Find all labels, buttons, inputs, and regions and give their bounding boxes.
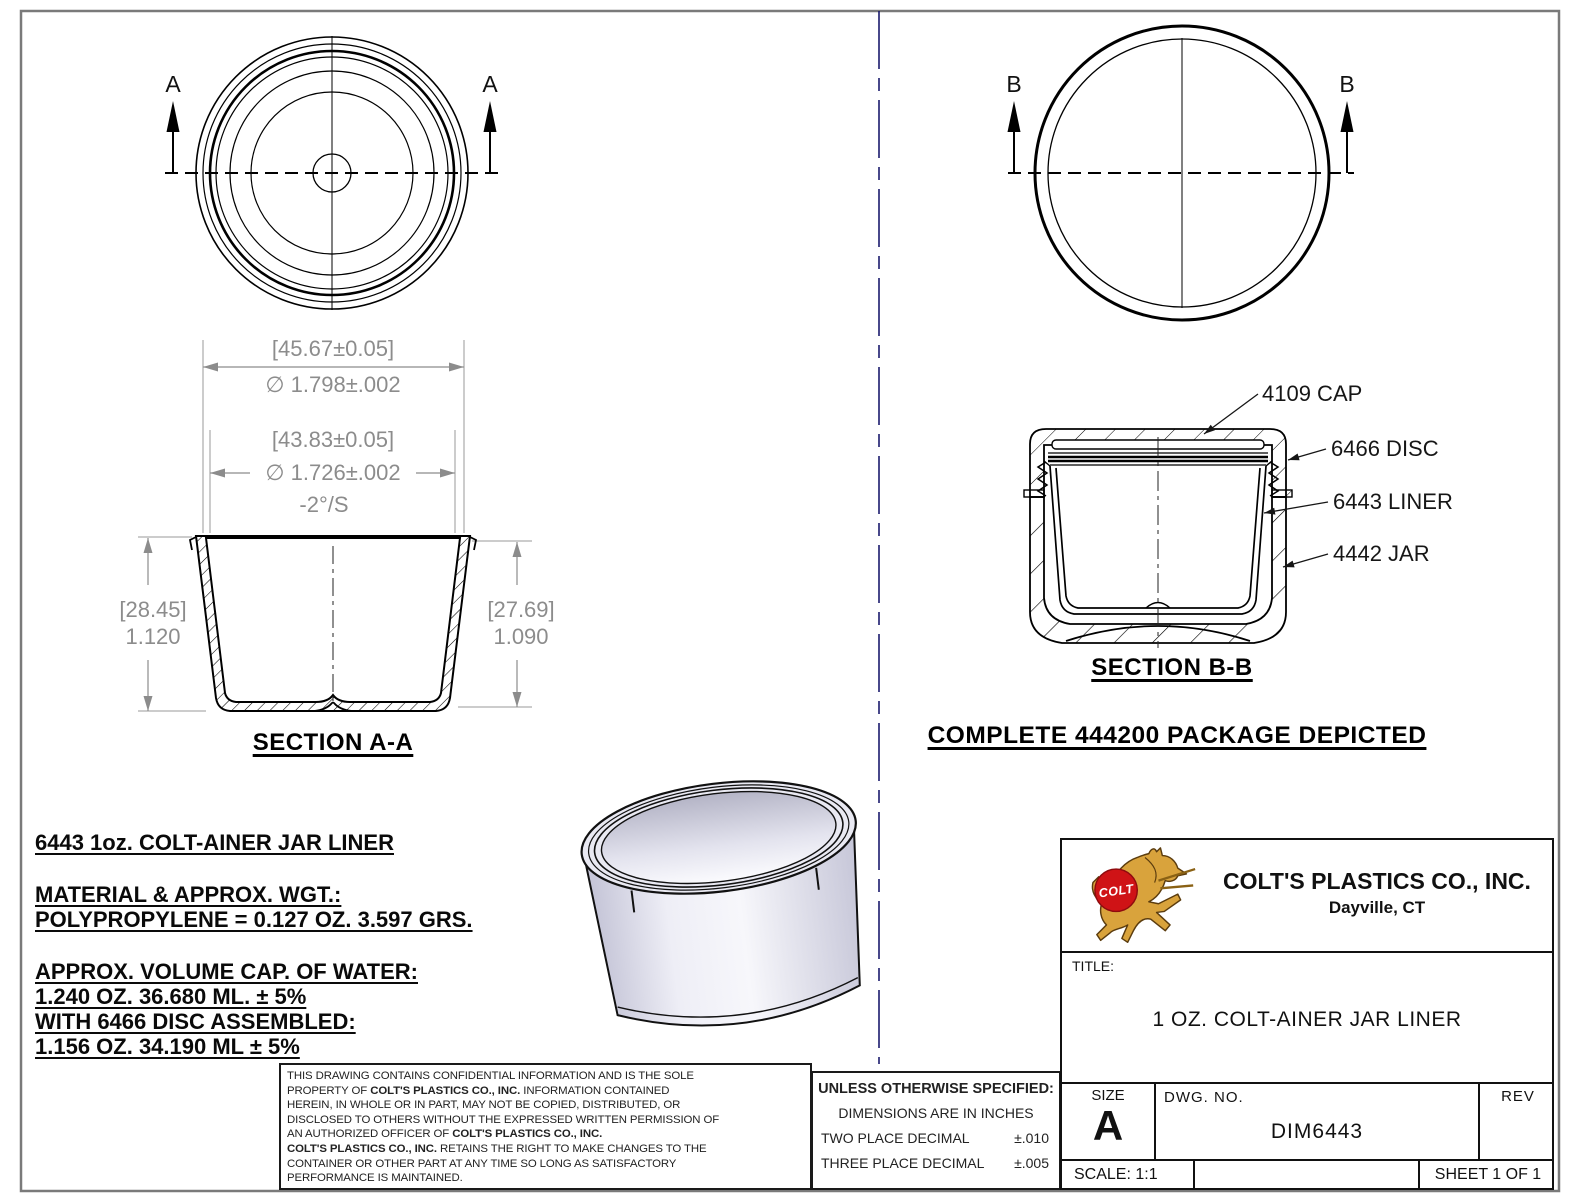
dim-height-left-mm: [28.45] [119,597,187,622]
tolerance-row: THREE PLACE DECIMAL ±.005 [821,1155,1049,1171]
section-label-a-right: A [482,71,498,97]
notes-block [35,830,473,1059]
with-disc-label: WITH 6466 DISC ASSEMBLED: [35,1009,356,1034]
dwg-number: DIM6443 [1270,1120,1364,1143]
size-value: A [1092,1102,1124,1149]
tolerance-units: DIMENSIONS ARE IN INCHES [838,1105,1034,1121]
tolerance-row: TWO PLACE DECIMAL ±.010 [821,1130,1049,1146]
section-a-caption: SECTION A-A [252,729,414,756]
company-name: COLT'S PLASTICS CO., INC. [1223,868,1531,894]
tolerance-block [811,1071,1061,1190]
callout-cap: 4109 CAP [1262,381,1363,406]
liner-3d-view [575,767,878,1040]
notes-heading: 6443 1oz. COLT-AINER JAR LINER [35,830,394,855]
company-location: Dayville, CT [1328,898,1426,917]
material-label: MATERIAL & APPROX. WGT.: [35,882,342,907]
dim-inner-mm: [43.83±0.05] [271,427,395,452]
dim-outer-in: ∅ 1.798±.002 [265,372,401,397]
callout-disc: 6466 DISC [1331,436,1439,461]
size-dwg-rev-row [1062,1084,1552,1161]
title-block [1060,838,1554,1190]
dim-height-left-in: 1.120 [125,624,181,649]
material-value: POLYPROPYLENE = 0.127 OZ. 3.597 GRS. [35,907,473,932]
section-a-cup [190,536,476,711]
section-a-dimensions [119,336,554,711]
colt-horse-logo [1084,844,1206,950]
rev-label: REV [1501,1088,1535,1105]
rev-cell [1480,1084,1556,1159]
section-b-package [1024,394,1328,648]
liner-flange-left [190,537,196,550]
dim-height-right-mm: [27.69] [487,597,555,622]
top-view-liner [165,36,499,310]
sheet-number: SHEET 1 OF 1 [1434,1166,1542,1183]
dim-inner-in: ∅ 1.726±.002 [265,460,401,485]
section-b-caption: SECTION B-B [1091,654,1253,681]
dim-height-right-in: 1.090 [493,624,549,649]
section-arrow-a-right [484,101,497,132]
liner-flange-right [470,537,476,550]
dim-outer-mm: [45.67±0.05] [271,336,395,361]
size-cell [1062,1084,1156,1159]
section-label-b-right: B [1339,71,1355,97]
title-row [1062,953,1552,1084]
title-label: TITLE: [1072,958,1115,974]
tolerance-heading: UNLESS OTHERWISE SPECIFIED: [818,1081,1054,1097]
scale-sheet-row [1062,1161,1552,1190]
section-arrow-b-right [1341,101,1354,132]
drawing-title: 1 OZ. COLT-AINER JAR LINER [1152,1008,1462,1031]
dwg-cell [1156,1084,1480,1159]
empty-cell [1195,1161,1420,1190]
callout-jar: 4442 JAR [1333,541,1430,566]
section-arrow-a-left [167,101,180,132]
package-caption: COMPLETE 444200 PACKAGE DEPICTED [927,722,1427,749]
callout-leaders [1204,394,1328,567]
size-label: SIZE [1091,1087,1125,1104]
logo-text: COLT [1097,881,1135,901]
scale-value: SCALE: 1:1 [1062,1161,1195,1190]
top-view-package [1008,26,1355,320]
section-arrow-b-left [1008,101,1021,132]
callout-liner: 6443 LINER [1333,489,1453,514]
company-row [1062,840,1552,953]
volume-value: 1.240 OZ. 36.680 ML. ± 5% [35,984,307,1009]
with-disc-value: 1.156 OZ. 34.190 ML ± 5% [35,1034,300,1059]
section-label-b-left: B [1006,71,1022,97]
confidentiality-notice: THIS DRAWING CONTAINS CONFIDENTIAL INFORMATION AND IS THE SOLE PROPERTY OF COLT'S PLASTICS CO., INC. INFORMATION CONTAINED HEREIN, IN WHOLE OR IN PART, MAY NOT BE COPIED, DISTRIBUTED, OR DISCLOSED TO OTHERS WITHOUT THE EXPRESSED WRITTEN PERMISSION OF AN AUTHORIZED OFFICER OF COLT'S PLASTICS CO., INC. COLT'S PLASTICS CO., INC. RETAINS THE RIGHT TO MAKE CHANGES TO THE CONTAINER OR OTHER PART AT ANY TIME SO LONG AS SATISFACTORY PERFORMANCE IS MAINTAINED. [279,1063,812,1190]
dim-draft-angle: -2°/S [299,492,349,517]
section-label-a-left: A [165,71,181,97]
volume-label: APPROX. VOLUME CAP. OF WATER: [35,959,418,984]
dwg-label: DWG. NO. [1164,1089,1244,1106]
